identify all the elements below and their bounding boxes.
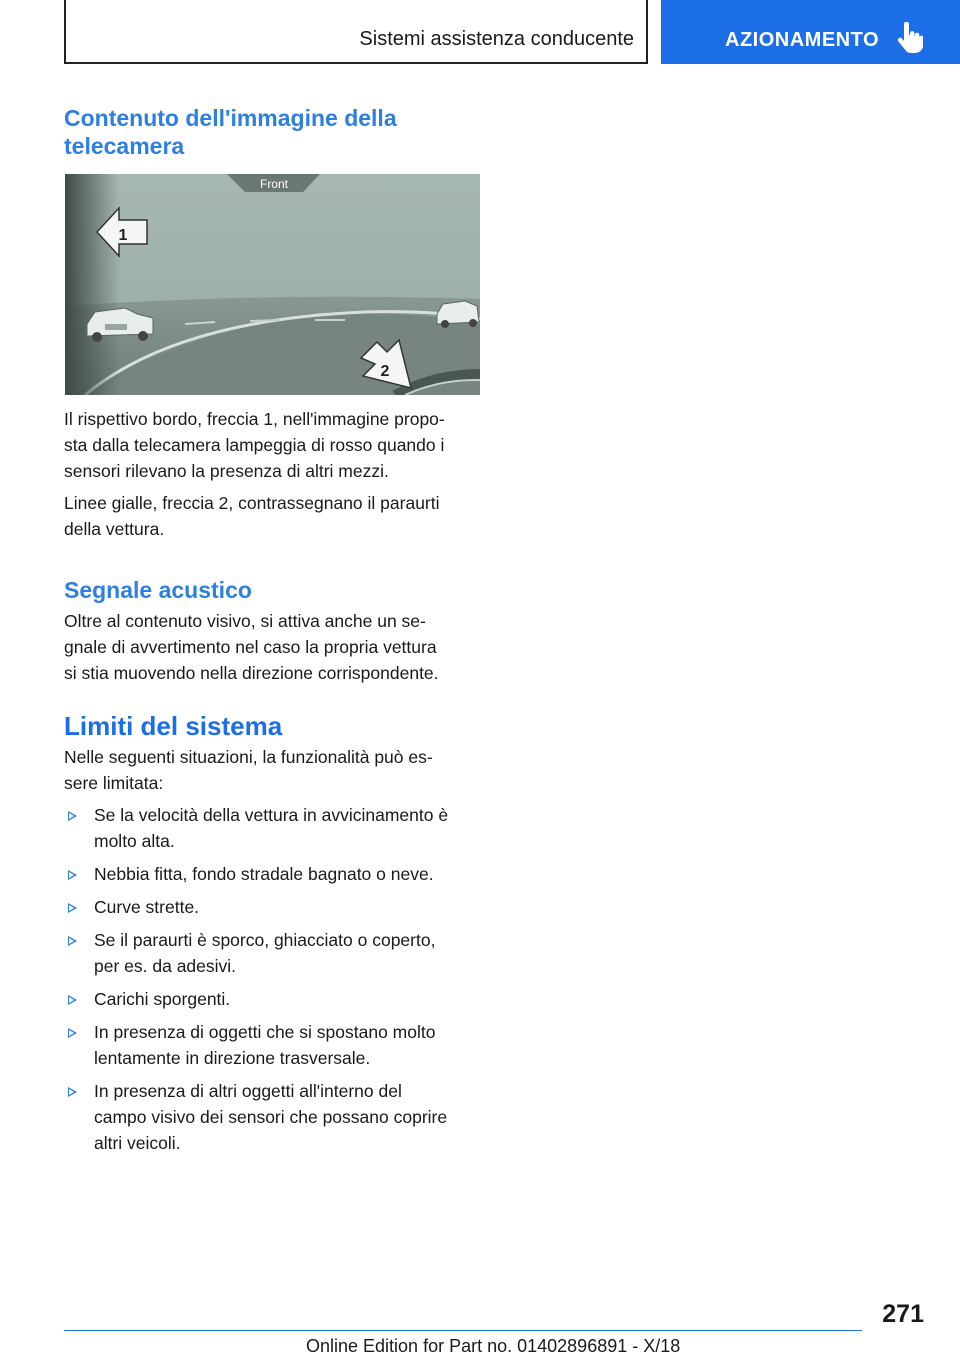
camera-paragraph-2: Linee gialle, freccia 2, contrassegnano il paraurti della vettura. xyxy=(64,493,440,539)
triangle-bullet-icon xyxy=(68,936,77,946)
acoustic-paragraph: Oltre al contenuto visivo, si attiva anche un se- gnale di avvertimento nel caso la propria vettura si stia muovendo nella direzione corrispondente. xyxy=(64,611,439,683)
footer-edition: Online Edition for Part no. 01402896891 - X/18 xyxy=(306,1336,681,1356)
list-item: Se la velocità della vettura in avvicinamento è molto alta. xyxy=(64,802,494,854)
list-item: Carichi sporgenti. xyxy=(64,986,494,1012)
svg-text:2: 2 xyxy=(380,363,390,380)
header-section-title: Sistemi assistenza conducente xyxy=(359,28,634,50)
section-title-limits: Limiti del sistema xyxy=(64,711,283,741)
pointing-hand-icon xyxy=(897,22,923,54)
section-title-acoustic: Segnale acustico xyxy=(64,577,252,603)
page-number: 271 xyxy=(882,1300,924,1328)
triangle-bullet-icon xyxy=(68,1028,77,1038)
list-item: In presenza di altri oggetti all'interno del campo visivo dei sensori che possano coprire altri veicoli. xyxy=(64,1078,494,1156)
triangle-bullet-icon xyxy=(68,811,77,821)
camera-view-image xyxy=(65,174,480,395)
section-title-camera: Contenuto dell'immagine della telecamera xyxy=(64,105,397,159)
header-chapter-tab xyxy=(661,0,960,64)
list-item: In presenza di oggetti che si spostano molto lentamente in direzione trasversale. xyxy=(64,1019,494,1071)
header-chapter-title: AZIONAMENTO xyxy=(725,29,880,51)
footer-divider xyxy=(64,1330,862,1331)
header-section-box xyxy=(64,0,648,64)
list-item: Se il paraurti è sporco, ghiacciato o coperto, per es. da adesivi. xyxy=(64,927,494,979)
front-label: Front xyxy=(259,177,289,191)
limits-intro: Nelle seguenti situazioni, la funzionalità può es- sere limitata: xyxy=(64,747,433,793)
list-item: Nebbia fitta, fondo stradale bagnato o neve. xyxy=(64,861,494,887)
list-item: Curve strette. xyxy=(64,894,494,920)
limits-list xyxy=(64,802,494,1163)
camera-paragraph-1: Il rispettivo bordo, freccia 1, nell'immagine propo- sta dalla telecamera lampeggia di rosso quando i sensori rilevano la presenza di altri mezzi. xyxy=(64,409,445,481)
svg-text:1: 1 xyxy=(118,227,128,244)
triangle-bullet-icon xyxy=(68,870,77,880)
triangle-bullet-icon xyxy=(68,1087,77,1097)
triangle-bullet-icon xyxy=(68,903,77,913)
triangle-bullet-icon xyxy=(68,995,77,1005)
